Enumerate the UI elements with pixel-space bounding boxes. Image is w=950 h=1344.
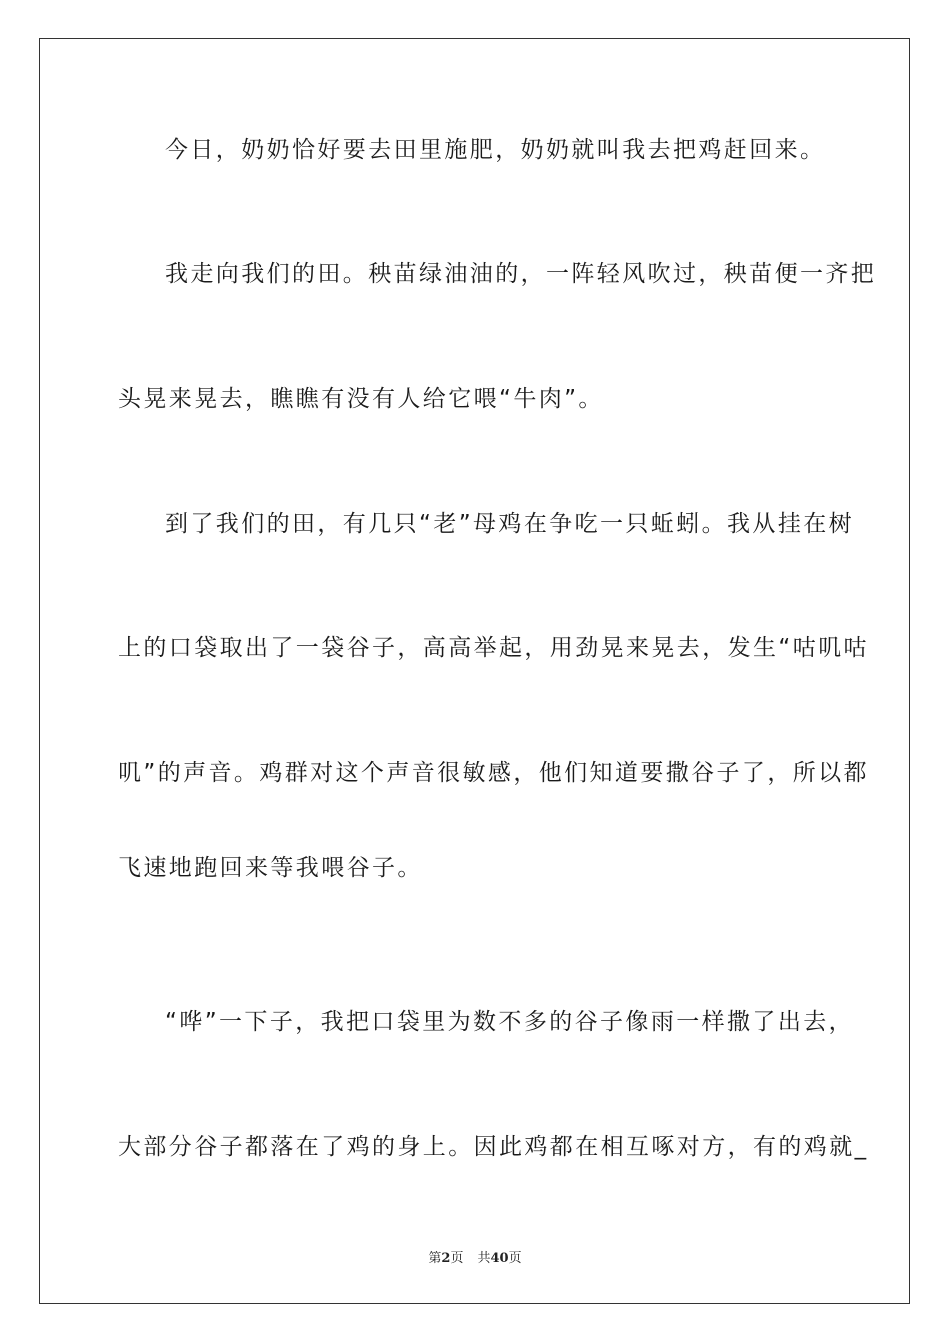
paragraph-3-line-3: 叽”的声音。鸡群对这个声音很敏感，他们知道要撒谷子了，所以都 — [118, 760, 869, 786]
page-footer — [0, 1247, 950, 1266]
paragraph-4-line-2: 大部分谷子都落在了鸡的身上。因此鸡都在相互啄对方，有的鸡就_ — [118, 1134, 869, 1160]
page-number: 2 — [441, 1251, 451, 1266]
page-suffix: 页 — [450, 1251, 464, 1266]
paragraph-2-line-2: 头晃来晃去，瞧瞧有没有人给它喂“牛肉”。 — [118, 386, 604, 412]
total-pages: 40 — [490, 1251, 509, 1266]
paragraph-3-line-4: 飞速地跑回来等我喂谷子。 — [118, 855, 423, 881]
paragraph-4-line-1: “哗”一下子，我把口袋里为数不多的谷子像雨一样撒了出去， — [165, 1009, 855, 1035]
paragraph-1-line-1: 今日，奶奶恰好要去田里施肥，奶奶就叫我去把鸡赶回来。 — [165, 137, 826, 163]
total-suffix: 页 — [508, 1251, 522, 1266]
page-border — [39, 38, 910, 1304]
paragraph-3-line-1: 到了我们的田，有几只“老”母鸡在争吃一只蚯蚓。我从挂在树 — [165, 511, 855, 537]
page-prefix: 第 — [428, 1251, 442, 1266]
paragraph-3-line-2: 上的口袋取出了一袋谷子，高高举起，用劲晃来晃去，发生“咕叽咕 — [118, 635, 869, 661]
total-prefix: 共 — [477, 1251, 491, 1266]
paragraph-2-line-1: 我走向我们的田。秧苗绿油油的，一阵轻风吹过，秧苗便一齐把 — [165, 261, 877, 287]
